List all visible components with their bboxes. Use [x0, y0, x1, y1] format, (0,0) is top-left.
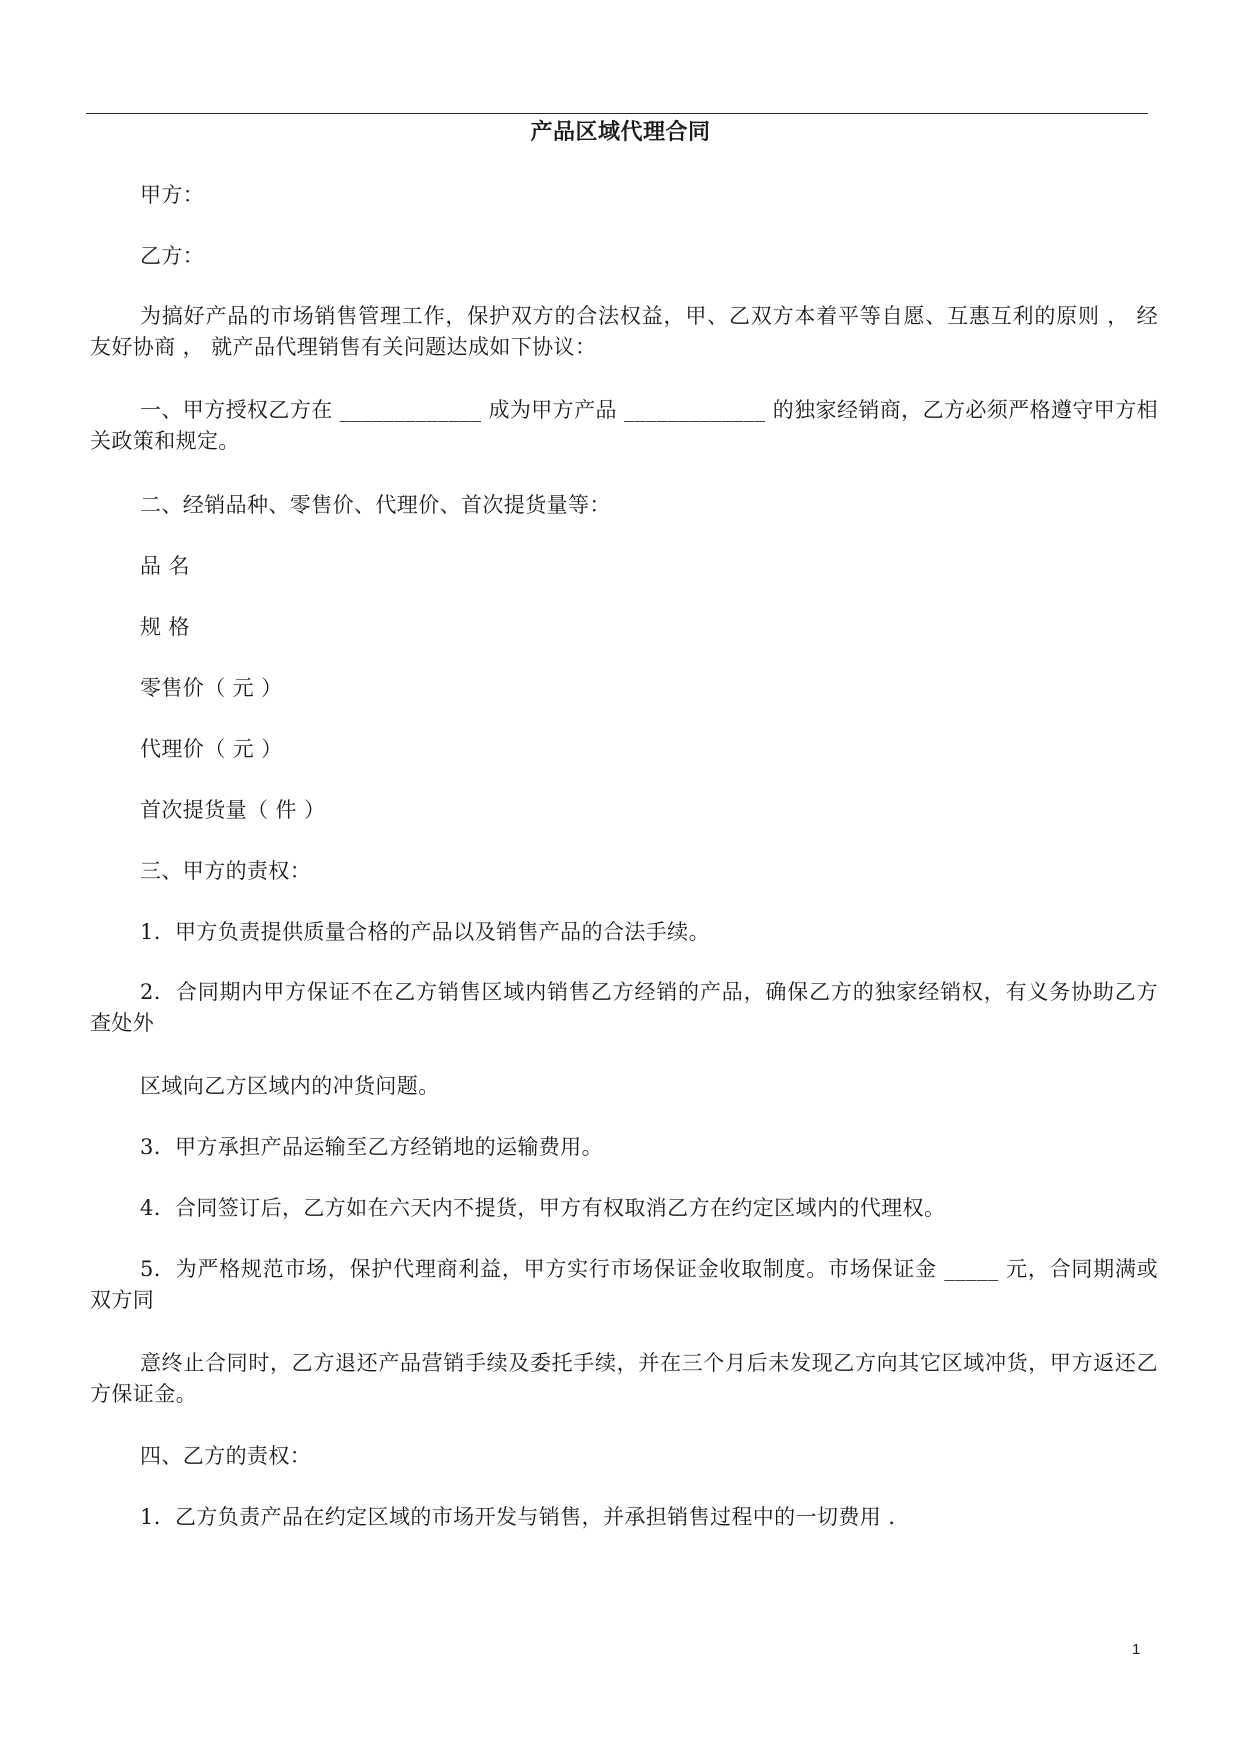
document-title: 产品区域代理合同	[530, 119, 711, 145]
specification-line: 规 格	[140, 615, 190, 639]
clause-4-heading: 四、乙方的责权：	[140, 1444, 312, 1468]
header-rule	[86, 113, 1148, 114]
clause-3-heading: 三、甲方的责权：	[140, 859, 312, 883]
clause-3-item-5-continued: 意终止合同时，乙方退还产品营销手续及委托手续，并在三个月后未发现乙方向其它区域冲货，甲方返还乙方保证金。	[90, 1351, 1158, 1406]
clause-3-item-3: 3. 甲方承担产品运输至乙方经销地的运输费用。	[140, 1135, 603, 1159]
clause-1-paragraph: 一、甲方授权乙方在 _____________ 成为甲方产品 _____________ 的独家经销商，乙方必须严格遵守甲方相关政策和规定。	[90, 398, 1158, 453]
preamble-paragraph: 为搞好产品的市场销售管理工作，保护双方的合法权益，甲、乙双方本着平等自愿、互惠互利的原则 ， 经友好协商 ， 就产品代理销售有关问题达成如下协议：	[90, 304, 1158, 359]
clause-3-item-1: 1. 甲方负责提供质量合格的产品以及销售产品的合法手续。	[140, 920, 710, 944]
clause-3-item-5: 5. 为严格规范市场，保护代理商利益，甲方实行市场保证金收取制度。市场保证金 _____ 元，合同期满或双方同	[90, 1257, 1158, 1312]
clause-2-heading: 二、经销品种、零售价、代理价、首次提货量等：	[140, 493, 611, 517]
clause-3-item-2: 2. 合同期内甲方保证不在乙方销售区域内销售乙方经销的产品，确保乙方的独家经销权，有义务协助乙方查处外	[90, 980, 1158, 1035]
page-number: 1	[1132, 1641, 1141, 1658]
product-name-line: 品 名	[140, 554, 190, 578]
first-order-quantity-line: 首次提货量（ 件 ）	[140, 798, 326, 822]
clause-4-item-1: 1. 乙方负责产品在约定区域的市场开发与销售，并承担销售过程中的一切费用 .	[140, 1505, 896, 1529]
retail-price-line: 零售价（ 元 ）	[140, 676, 283, 700]
clause-3-item-2-continued: 区域向乙方区域内的冲货问题。	[140, 1074, 440, 1098]
party-a-line: 甲方：	[140, 183, 205, 207]
clause-3-item-4: 4. 合同签订后，乙方如在六天内不提货，甲方有权取消乙方在约定区域内的代理权。	[140, 1196, 946, 1220]
party-b-line: 乙方：	[140, 244, 205, 268]
agent-price-line: 代理价（ 元 ）	[140, 737, 283, 761]
